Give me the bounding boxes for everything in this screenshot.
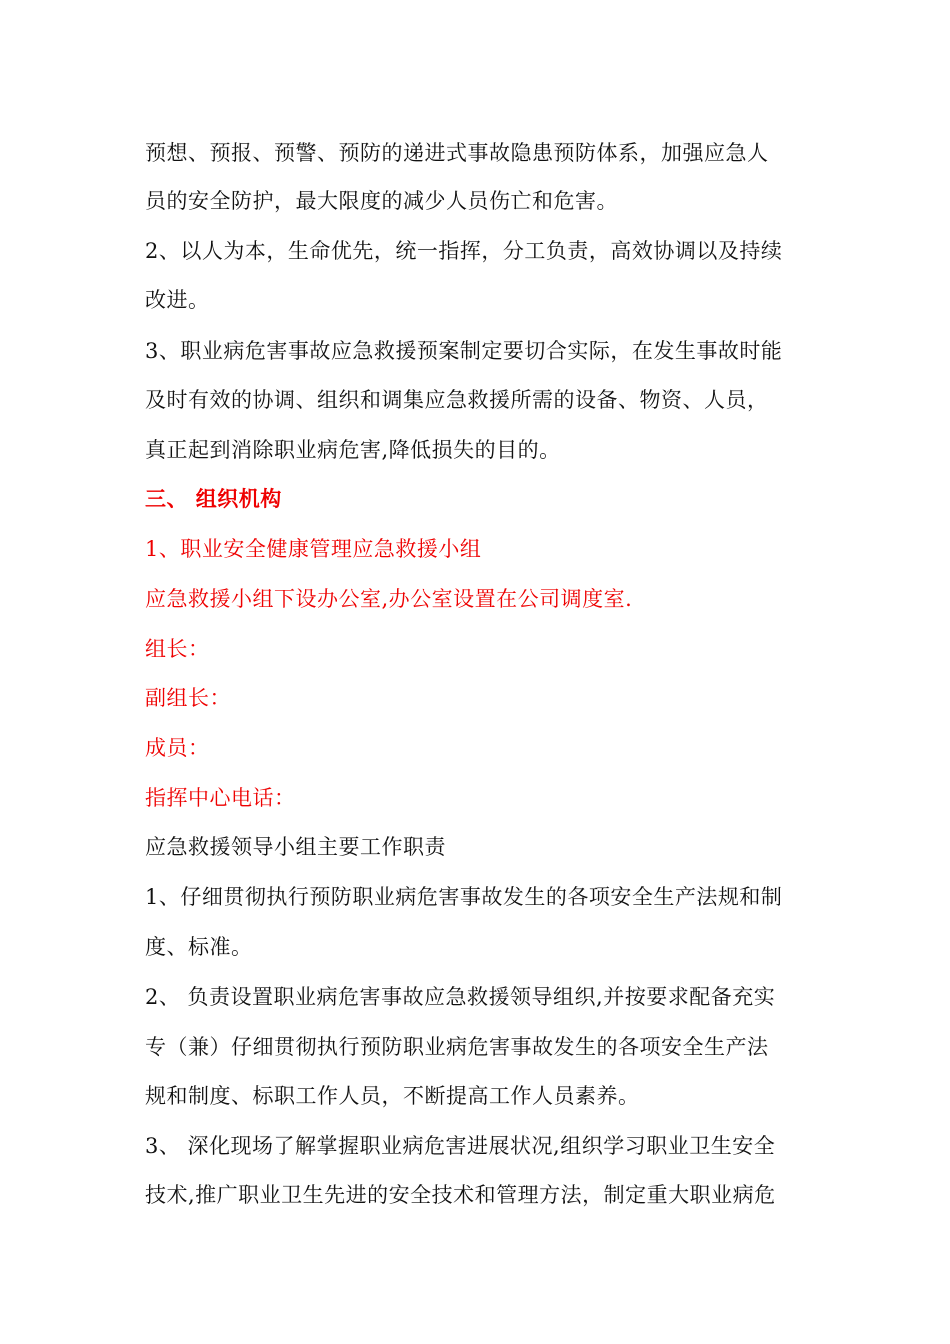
subsection-heading: 1、职业安全健康管理应急救援小组 [145,537,482,561]
deputy-leader-label: 副组长： [145,686,231,710]
section-heading: 三、 组织机构 [145,486,282,511]
paragraph-line: 真正起到消除职业病危害,降低损失的目的。 [145,438,561,462]
paragraph-line: 2、以人为本，生命优先，统一指挥，分工负责，高效协调以及持续 [145,239,783,263]
members-label: 成员： [145,736,210,760]
paragraph-line: 专（兼）仔细贯彻执行预防职业病危害事故发生的各项安全生产法 [145,1035,769,1059]
office-note: 应急救援小组下设办公室,办公室设置在公司调度室. [145,587,633,611]
paragraph-line: 规和制度、标职工作人员，不断提高工作人员素养。 [145,1084,640,1108]
paragraph-line: 2、 负责设置职业病危害事故应急救援领导组织,并按要求配备充实 [145,985,776,1009]
duties-heading: 应急救援领导小组主要工作职责 [145,835,446,859]
paragraph-line: 预想、预报、预警、预防的递进式事故隐患预防体系，加强应急人 [145,141,769,165]
paragraph-line: 员的安全防护，最大限度的减少人员伤亡和危害。 [145,189,618,213]
paragraph-line: 技术,推广职业卫生先进的安全技术和管理方法，制定重大职业病危 [145,1183,776,1207]
paragraph-line: 3、职业病危害事故应急救援预案制定要切合实际，在发生事故时能 [145,339,783,363]
paragraph-line: 改进。 [145,288,210,312]
paragraph-line: 及时有效的协调、组织和调集应急救援所需的设备、物资、人员， [145,388,769,412]
paragraph-line: 1、仔细贯彻执行预防职业病危害事故发生的各项安全生产法规和制 [145,885,783,909]
paragraph-line: 度、标准。 [145,935,253,959]
leader-label: 组长： [145,637,210,661]
command-phone-label: 指挥中心电话： [145,786,296,810]
paragraph-line: 3、 深化现场了解掌握职业病危害进展状况,组织学习职业卫生安全 [145,1134,776,1158]
